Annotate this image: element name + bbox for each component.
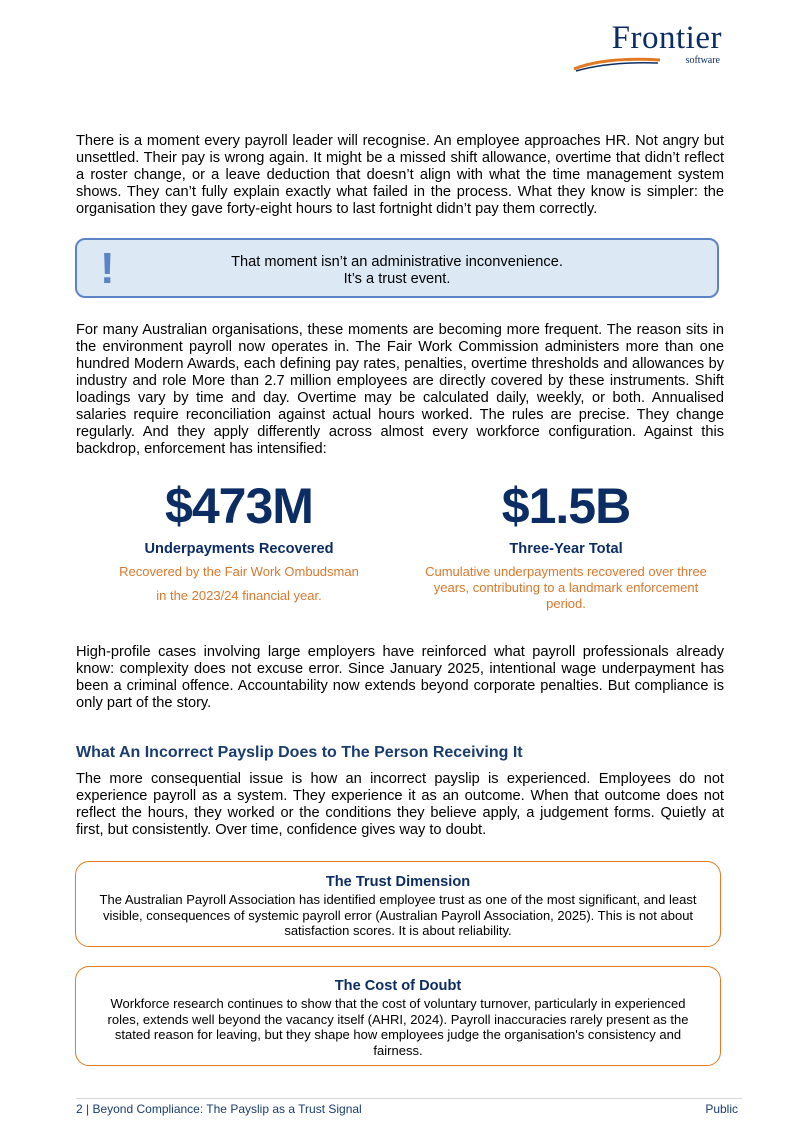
stat-description bbox=[89, 560, 389, 608]
footer-classification: Public bbox=[705, 1102, 738, 1116]
box-title: The Trust Dimension bbox=[325, 874, 471, 890]
callout-line-1: That moment isn’t an administrative inconvenience. bbox=[231, 254, 563, 270]
logo-wordmark: Frontier bbox=[611, 20, 722, 56]
box-text: The Australian Payroll Association has identified employee trust as one of the most significant, and least visible, consequences of systemic payroll error (Australian Payroll Association, 2025). This is not about satisfaction scores. It is about reliability. bbox=[99, 892, 697, 938]
trust-dimension-box bbox=[75, 861, 721, 947]
stat-label: Three-Year Total bbox=[509, 541, 623, 557]
footer-page-title: 2 | Beyond Compliance: The Payslip as a Trust Signal bbox=[76, 1102, 362, 1116]
logo-subtitle: software bbox=[685, 55, 720, 66]
logo-swoosh-icon bbox=[572, 56, 662, 72]
callout-text bbox=[77, 254, 717, 288]
callout-line-2: It’s a trust event. bbox=[343, 271, 451, 287]
frontier-logo bbox=[572, 22, 722, 78]
trust-event-callout bbox=[75, 238, 719, 298]
section-heading: What An Incorrect Payslip Does to The Person Receiving It bbox=[76, 744, 523, 761]
stat-description-line-2: in the 2023/24 financial year. bbox=[156, 588, 322, 603]
stat-description: Cumulative underpayments recovered over three years, contributing to a landmark enforcement period. bbox=[425, 564, 707, 611]
stat-underpayments-recovered bbox=[89, 476, 389, 608]
stat-value: $473M bbox=[165, 478, 313, 534]
stat-value: $1.5B bbox=[501, 478, 631, 534]
box-title: The Cost of Doubt bbox=[334, 978, 462, 994]
cost-of-doubt-box bbox=[75, 966, 721, 1066]
footer-divider bbox=[76, 1098, 742, 1099]
stat-label: Underpayments Recovered bbox=[144, 541, 334, 557]
experience-paragraph: The more consequential issue is how an incorrect payslip is experienced. Employees do not experience payroll as a system. They experience it as an outcome. When that outcome does not reflect the hours, they worked or the conditions they believe apply, a judgement forms. Quietly at first, but consistently. Over time, confidence gives way to doubt. bbox=[76, 771, 724, 838]
intro-paragraph: There is a moment every payroll leader will recognise. An employee approaches HR. Not angry but unsettled. Their pay is wrong again. It might be a missed shift allowance, overtime that didn’t reflect a roster change, or a leave deduction that doesn’t align with what the time management system shows. They can’t fully explain exactly what failed in the process. What they know is simpler: the organisation they gave forty-eight hours to last fortnight didn’t pay them correctly. bbox=[76, 133, 724, 217]
stat-three-year-total bbox=[416, 476, 716, 612]
context-paragraph: For many Australian organisations, these moments are becoming more frequent. The reason sits in the environment payroll now operates in. The Fair Work Commission administers more than one hundred Modern Awards, each defining pay rates, penalties, overtime thresholds and allowances by industry and role More than 2.7 million employees are directly covered by these instruments. Shift loadings vary by time and day. Overtime may be calculated daily, weekly, or both. Annualised salaries require reconciliation against actual hours worked. The rules are precise. They change regularly. And they apply differently across almost every workforce configuration. Against this backdrop, enforcement has intensified: bbox=[76, 322, 724, 457]
box-text: Workforce research continues to show that the cost of voluntary turnover, particularly in experienced roles, extends well beyond the vacancy itself (AHRI, 2024). Payroll inaccuracies rarely present as the stated reason for leaving, but they shape how employees judge the organisation's consistency and fairness. bbox=[107, 996, 689, 1058]
stat-description-line-1: Recovered by the Fair Work Ombudsman bbox=[119, 564, 359, 579]
exclamation-icon: ! bbox=[100, 244, 115, 293]
compliance-paragraph: High-profile cases involving large employers have reinforced what payroll professionals already know: complexity does not excuse error. Since January 2025, intentional wage underpayment has been a criminal offence. Accountability now extends beyond corporate penalties. But compliance is only part of the story. bbox=[76, 644, 724, 711]
